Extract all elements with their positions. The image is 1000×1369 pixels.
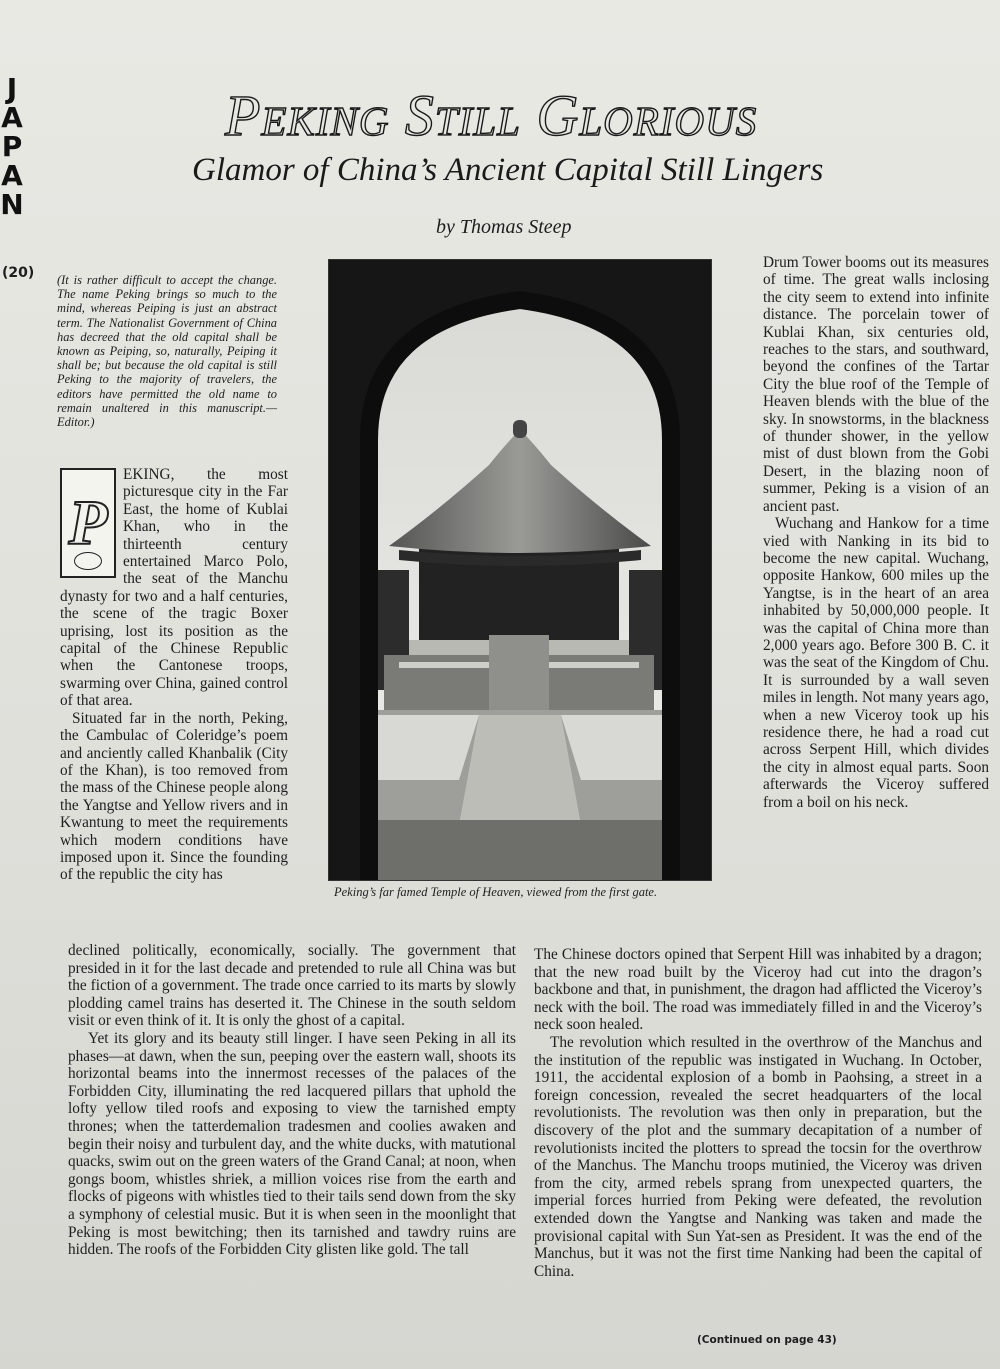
right-paragraph-1: Drum Tower booms out its measures of time. The great walls inclosing the city seem to extend into infinite distance. The porcelain tower of Kublai Khan, six centuries old, reaches to the stars, and southward, beyond the confines of the Tartar City the blue roof of the Temple of Heaven blends with the blue of the sky. In snowstorms, in the blackness of thunder shower, in the yellow mist of dust blown from the Gobi Desert, in the blazing noon of summer, Peking is a vision of an ancient past.	[763, 254, 989, 515]
bottom-left-column	[68, 942, 516, 1259]
left-paragraph-1-text: EKING, the most picturesque city in the Far East, the home of Kublai Khan, who in the thirteenth century entertained Marco Polo, the seat of the Manchu dynasty for two and a half centuries, the scene of the tragic Boxer uprising, lost its position as the capital of the Chinese Republic when the Cantonese troops, swarming over China, gained control of that area.	[60, 466, 288, 710]
article-title: Peking Still Glorious	[225, 83, 758, 148]
magazine-letter: A	[1, 159, 23, 192]
temple-photo-illustration	[329, 260, 711, 880]
drop-cap-letter: P	[68, 487, 108, 558]
bottom-left-paragraph-2: Yet its glory and its beauty still linger. I have seen Peking in all its phases—at dawn, when the sun, peeping over the eastern wall, shoots its horizontal beams into the innermost recesses of the palaces of the Forbidden City, illuminating the red lacquered pillars that uphold the lofty yellow tiled roofs and exposing to view the tarnished empty thrones; when the tatterdemalion tradesmen and coolies awaken and begin their noisy and turbulent day, and the white ducks, with matutional quacks, swim out on the green waters of the Grand Canal; at noon, when gongs boom, whistles shriek, a million voices rise from the earth and flocks of pigeons with whistles tied to their tails send down from the sky a symphony of celestial music. But it is when seen in the moonlight that Peking is most bewitching; then its tarnished and tawdry ruins are hidden. The roofs of the Forbidden City glisten like gold. The tall	[68, 1029, 516, 1259]
continued-note: (Continued on page 43)	[697, 1334, 837, 1346]
left-paragraph-2: Situated far in the north, Peking, the Cambulac of Coleridge’s poem and anciently called Khanbalik (City of the Khan), is too removed from the mass of the Chinese people along the Yangtse and Yellow rivers and in Kwantung to meet the requirements which modern conditions have imposed upon it. Since the founding of the republic the city has	[60, 709, 288, 884]
page-number: (20)	[2, 265, 35, 281]
magazine-letter: A	[1, 101, 23, 134]
editor-note: (It is rather difficult to accept the change. The name Peking brings so much to the mind, whereas Peiping is just an abstract term. The Nationalist Government of China has decreed that the old capital shall be known as Peiping, so, naturally, Peiping it shall be; but because the old capital is still Peking to the majority of travelers, the editors have permitted the old name to remain unaltered in this manuscript.—Editor.)	[57, 273, 277, 430]
article-byline: by Thomas Steep	[436, 216, 572, 238]
right-paragraph-2: Wuchang and Hankow for a time vied with Nanking in its bid to become the new capital. Wuchang, opposite Hankow, 600 miles up the Yangtse, is in the heart of an area inhabited by 50,000,000 people. It was the capital of China more than 2,000 years ago. Before 300 B. C. it was the seat of the Kingdom of Chu. It is surrounded by a wall seven miles in length. Not many years ago, when a new Viceroy took up his residence there, he had a road cut across Serpent Hill, which divides the city in almost equal parts. Soon afterwards the Viceroy suffered from a boil on his neck.	[763, 515, 989, 811]
drop-cap-ornament	[60, 468, 116, 578]
bottom-left-paragraph-1: declined politically, economically, socially. The government that presided in it for the last decade and pretended to rule all China was but the fiction of a government. The trade once carried to its marts by slowly plodding camel trains has deserted it. The Chinese in the south seldom visit or even think of it. It is only the ghost of a capital.	[68, 942, 516, 1030]
drop-cap-flourish-icon	[74, 552, 102, 570]
photo-caption: Peking’s far famed Temple of Heaven, viewed from the first gate.	[334, 885, 658, 899]
magazine-letter: J	[6, 72, 18, 105]
bottom-right-paragraph-2: The revolution which resulted in the overthrow of the Manchus and the institution of the republic was instigated in Wuchang. In October, 1911, the accidental explosion of a bomb in Paohsing, a street in a foreign concession, revealed the secret headquarters of the local revolutionists. The revolution was then only in preparation, but the discovery of the plot and the summary decapitation of a number of revolutionists incited the plotters to spread the tocsin for the overthrow of the Manchus. The Manchu troops mutinied, the Viceroy was driven from the city, armed rebels sprang from unexpected quarters, the imperial forces hurried from Peking were defeated, the revolution extended down the Yangtse and Nanking was taken and made the provisional capital with Sun Yat-sen as President. It was the end of the Manchus, but it was not the first time Nanking had been the capital of China.	[534, 1033, 982, 1280]
left-paragraph-1	[60, 466, 288, 710]
magazine-letter: P	[1, 130, 23, 163]
right-column	[763, 254, 989, 811]
bottom-right-paragraph-1: The Chinese doctors opined that Serpent Hill was inhabited by a dragon; that the new road built by the Viceroy had cut into the dragon’s backbone and that, in punishment, the dragon had afflicted the Viceroy’s neck with the boil. The road was immediately filled in and the Viceroy’s neck soon healed.	[534, 946, 982, 1034]
article-subtitle: Glamor of China’s Ancient Capital Still Lingers	[192, 152, 824, 188]
bottom-right-column	[534, 946, 982, 1280]
magazine-name-vertical	[0, 74, 24, 219]
temple-of-heaven-photo	[328, 259, 712, 881]
magazine-letter: N	[0, 188, 24, 221]
left-column	[60, 466, 288, 884]
